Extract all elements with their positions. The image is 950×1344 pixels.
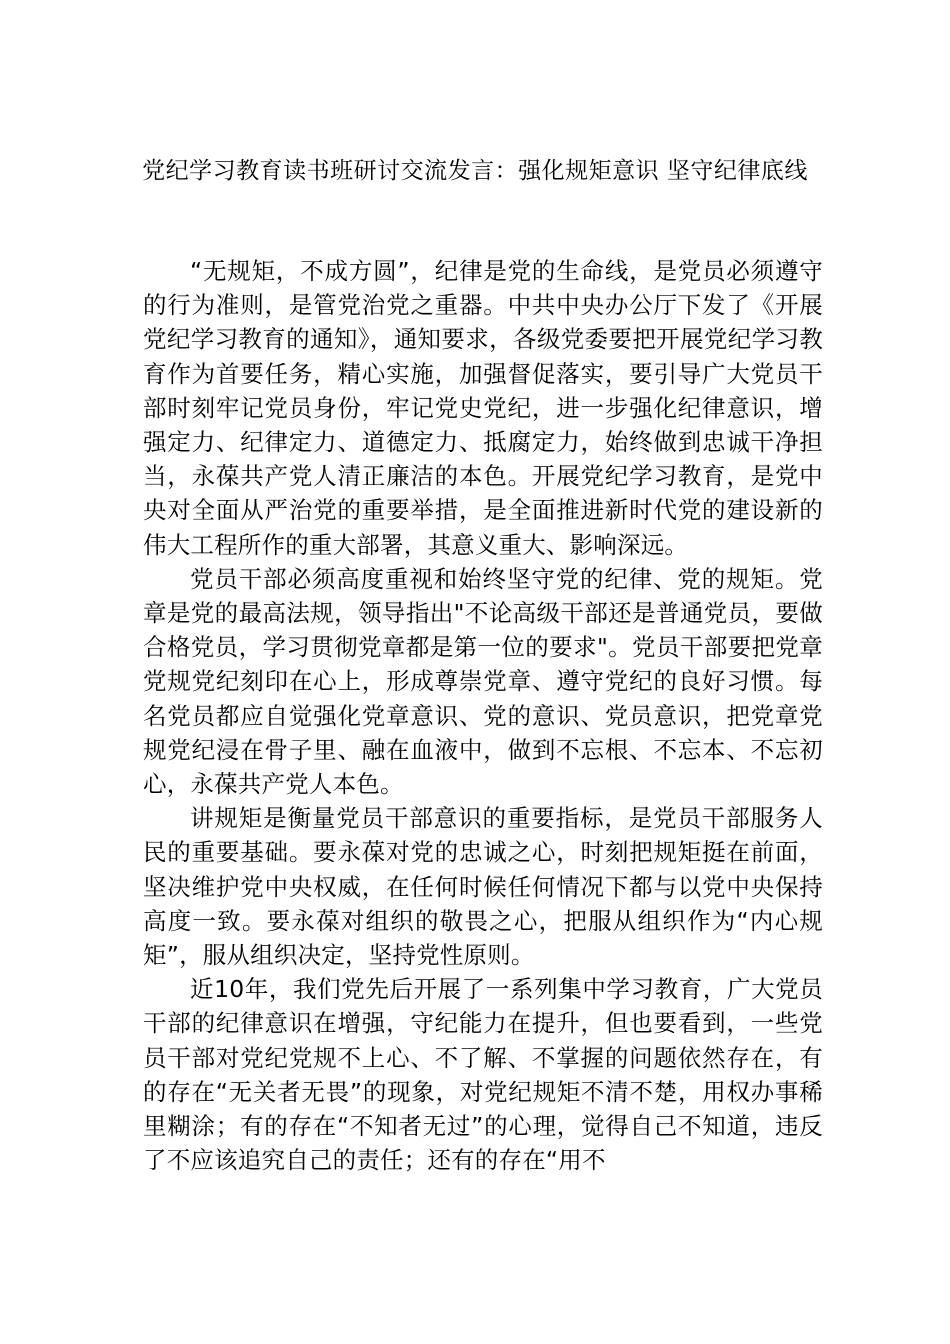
paragraph-1: “无规矩，不成方圆”，纪律是党的生命线，是党员必须遵守的行为准则，是管党治党之重器。中共中央办公厅下发了《开展党纪学习教育的通知》，通知要求，各级党委要把开展党纪学习教育作为首要任务，精心实施，加强督促落实，要引导广大党员干部时刻牢记党员身份，牢记党史党纪，进一步强化纪律意识，增强定力、纪律定力、道德定力、抵腐定力，始终做到忠诚干净担当，永葆共产党人清正廉洁的本色。开展党纪学习教育，是党中央对全面从严治党的重要举措，是全面推进新时代党的建设新的伟大工程所作的重大部署，其意义重大、影响深远。 bbox=[143, 257, 823, 559]
document-body bbox=[143, 254, 823, 1177]
paragraph-3: 讲规矩是衡量党员干部意识的重要指标，是党员干部服务人民的重要基础。要永葆对党的忠诚之心，时刻把规矩挺在前面，坚决维护党中央权威，在任何时候任何情况下都与以党中央保持高度一致。要永葆对组织的敬畏之心，把服从组织作为“内心规矩”，服从组织决定，坚持党性原则。 bbox=[143, 804, 823, 970]
document-title: 党纪学习教育读书班研讨交流发言：强化规矩意识 坚守纪律底线 bbox=[142, 158, 808, 184]
paragraph-4: 近10年，我们党先后开展了一系列集中学习教育，广大党员干部的纪律意识在增强，守纪能力在提升，但也要看到，一些党员干部对党纪党规不上心、不了解、不掌握的问题依然存在，有的存在“无关者无畏”的现象，对党纪规矩不清不楚，用权办事稀里糊涂；有的存在“不知者无过”的心理，觉得自己不知道，违反了不应该追究自己的责任；还有的存在“用不 bbox=[143, 975, 823, 1175]
paragraph-2: 党员干部必须高度重视和始终坚守党的纪律、党的规矩。党章是党的最高法规，领导指出"不论高级干部还是普通党员，要做合格党员，学习贯彻党章都是第一位的要求"。党员干部要把党章党规党纪刻印在心上，形成尊崇党章、遵守党纪的良好习惯。每名党员都应自觉强化党章意识、党的意识、党员意识，把党章党规党纪浸在骨子里、融在血液中，做到不忘根、不忘本、不忘初心，永葆共产党人本色。 bbox=[143, 564, 823, 799]
